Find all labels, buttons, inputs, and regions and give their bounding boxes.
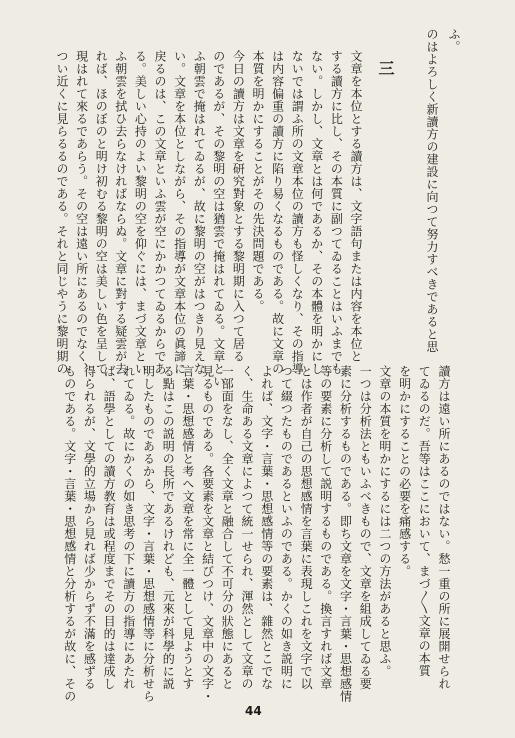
text-column: ない。しかし、文章とは何であるか、その本體を明かにし xyxy=(309,50,324,375)
text-column: る點はこの説明の長所であるけれども、元來が科學的に説 xyxy=(161,365,176,690)
text-column: する讀方に比し、その本質に副つてゐることはいふまでも xyxy=(329,50,344,375)
text-column: 一部面をなし、全く文章と融合して不可分の狀態にあると xyxy=(220,365,235,690)
text-column: 文章を本位とする讀方は、文字語句または内容を本位と xyxy=(349,50,363,363)
text-column: 得られるが、文學的立場から見れば少からず不滿を感ずる xyxy=(82,365,97,690)
section-heading: 三 xyxy=(376,60,395,82)
text-column: い。文章を本位としながら、その指導が文章本位の眞諦に xyxy=(172,50,187,375)
text-column: つい近くに見らるるのである。それと同じやうに黎明期の xyxy=(55,50,69,375)
text-column: 讀方は遠い所にあるのではない。愁一重の所に展開せられ xyxy=(437,365,451,690)
text-column: ものである。文字・言葉・思想感情と分析するが故に、その xyxy=(62,365,77,703)
text-column: ふ。 xyxy=(447,28,461,53)
text-column: ば、語學としての讀方教育は或程度までその目的は達成し xyxy=(102,365,117,690)
text-column: る。美しい心持のよい黎明の空を仰ぐには、まづ文章とい xyxy=(133,50,148,375)
text-column: れてゐる。故にかくの如き思考の下に讀方の指導にあたれ xyxy=(121,365,136,690)
text-column: ふ朝雲で掩はれてゐるが、故に黎明の空がはつきり見えな xyxy=(192,50,207,375)
text-column: は内容偏重の讀方に陷り易くなるものである。故に文章の xyxy=(270,50,285,375)
text-column: 明したものであるから、文字・言葉・思想感情等に分析せら xyxy=(141,365,156,703)
text-column: 等の要素に分析して説明するものである。換言すれば文章 xyxy=(318,365,333,690)
text-column: 本質を明かにすることがその先決問題である。 xyxy=(251,50,265,313)
text-column: 現はれて來るであらう。その空は遠い所にあるのでなく、 xyxy=(74,50,89,375)
text-column: 一つは分析法ともいふべきもので、文章を組成してゐる要 xyxy=(358,365,373,690)
page-number: 44 xyxy=(245,704,262,718)
text-column: よれば、文字・言葉・思想感情等の要素は、雜然とこでな xyxy=(259,365,274,690)
text-column: 素に分析するものである。即ち文章を文字・言葉・思想感情 xyxy=(338,365,353,703)
text-column: を明かにすることの必要を痛感する。 xyxy=(397,365,412,578)
text-column: れば、ほのぼのと明け初むる黎明の空は美しい色を呈して xyxy=(94,50,109,375)
text-column: く、生命ある文章によつて統一せられ、渾然として文章の xyxy=(240,365,254,690)
text-column: のはよろしく新讀方の建設に向つて努力すべきであると思 xyxy=(425,28,439,353)
text-column: てゐるのだ。吾等はここにおいて、まづ〳〵文章の本質 xyxy=(417,365,432,677)
text-column: 言葉・思想感情と考へ文章を常に全一體として見ようとす xyxy=(180,365,195,690)
text-column: 今日の讀方は文章を研究對象とする黎明期に入つて居る xyxy=(231,50,246,363)
text-column: 見るものである。各要素を文章と結びつけ、文章中の文字・ xyxy=(200,365,215,703)
text-column: つて綴つたものであるといふのである。かくの如き説明に xyxy=(279,365,294,690)
text-column: 文章の本質を明かにするには二つの方法があると思ふ。 xyxy=(377,365,392,678)
text-column: 戻るのは、この文章といふ雲が空にかかつてゐるからであ xyxy=(153,50,167,375)
text-column: のであるが、その黎明の空は猶雲で掩はれてゐる。文章とい xyxy=(211,50,226,388)
text-column: とは作者が自己の思想感情を言葉に表現しこれを文字で以 xyxy=(299,365,314,690)
text-column: ないでは謂ふ所の文章本位の讀方も怪しくなり、その指導 xyxy=(290,50,305,375)
text-column: ふ朝雲を拭ひ去らなければならぬ。文章に對する疑雲が去 xyxy=(113,50,128,375)
